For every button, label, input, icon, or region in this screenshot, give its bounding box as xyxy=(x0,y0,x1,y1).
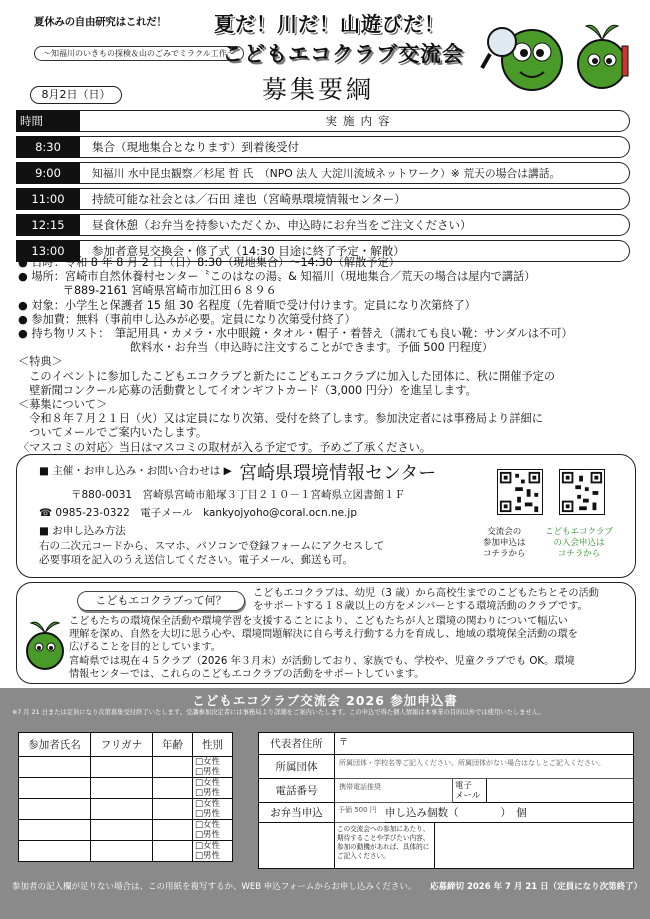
sex-field[interactable] xyxy=(193,799,233,820)
event-info xyxy=(18,256,638,455)
date-badge: 8月2日（日） xyxy=(30,86,122,104)
form-note: ※7 月 21 日または定員になり次第募集受付終了いたします。受講参加決定者には事務局より詳細をご案内いたします。この申込で得た個人情報は本事業の目的以外では使用いたしません。 xyxy=(12,709,545,716)
kana-field[interactable] xyxy=(91,778,153,799)
about-line-4: 理解を深め、自然を大切に思う心や、環境問題解決に自ら考え行動する力を育成し、地域の環境保全活動の環を xyxy=(69,629,578,641)
info-media: 〈マスコミの対応〉当日はマスコミの取材が入る予定です。予めご了承ください。 xyxy=(18,440,432,454)
name-field[interactable] xyxy=(19,757,91,778)
about-body xyxy=(69,615,635,681)
schedule-table xyxy=(16,110,630,266)
schedule-time: 12:15 xyxy=(16,214,80,236)
apply-method-line-1: 右の二次元コードから、スマホ、パソコンで登録フォームにアクセスして xyxy=(39,540,385,552)
info-fee: ● 参加費：無料（事前申し込みが必要。定員になり次第受付終了） xyxy=(18,312,356,326)
kana-field[interactable] xyxy=(91,799,153,820)
info-address: 〒889-2161 宮崎県宮崎市加江田６８９６ xyxy=(18,284,277,298)
age-field[interactable] xyxy=(153,778,193,799)
schedule-content: 参加者意見交換会・修了式（14:30 目途に終了予定・解散） xyxy=(80,240,630,262)
phone-label: 電話番号 xyxy=(259,779,335,803)
sex-field[interactable] xyxy=(193,778,233,799)
schedule-row xyxy=(16,188,630,210)
male-checkbox[interactable]: □男性 xyxy=(195,851,221,861)
info-datetime: ● 日時：令和 8 年 8 月 2 日（日）8:30（現地集合）〜14:30（解散予定） xyxy=(18,256,400,269)
schedule-row xyxy=(16,136,630,158)
female-checkbox[interactable]: □女性 xyxy=(195,799,221,809)
name-field[interactable] xyxy=(19,799,91,820)
col-sex: 性別 xyxy=(193,733,233,757)
participant-row xyxy=(19,757,233,778)
tagline-sub: 〜知福川のいきもの探検＆山のごみでミラクル工作〜 xyxy=(34,46,244,61)
female-checkbox[interactable]: □女性 xyxy=(195,841,221,851)
representative-table xyxy=(258,732,634,869)
schedule-time: 11:00 xyxy=(16,188,80,210)
male-checkbox[interactable]: □男性 xyxy=(195,767,221,777)
schedule-row xyxy=(16,214,630,236)
schedule-time: 8:30 xyxy=(16,136,80,158)
participant-table xyxy=(18,732,233,862)
age-field[interactable] xyxy=(153,841,193,862)
about-line-6: 宮崎県では現在４５クラブ（2026 年３月末）が活動しており、家族でも、学校や、児童クラブでも OK。環境 xyxy=(69,655,575,667)
about-line-3: こどもたちの環境保全活動や環境学習を支援することにより、こどもたちが人と環境の関わりについて幅広い xyxy=(69,616,568,627)
contact-address: 〒880-0031 宮崎県宮崎市船塚３丁目２１０－１宮崎県立図書館１Ｆ xyxy=(71,489,406,501)
participant-row xyxy=(19,820,233,841)
bento-price: 予価 500 円 xyxy=(335,803,385,823)
info-benefit-2: 壁新聞コンクール応募の活動費としてイオンギフトカード（3,000 円分）を進呈します。 xyxy=(18,383,477,397)
contact-box xyxy=(16,454,636,578)
org-label: 所属団体 xyxy=(259,755,335,779)
form-footer-note: 参加者の記入欄が足りない場合は、この用紙を複写するか、WEB 申込フォームからお申し込みください。 xyxy=(12,882,417,892)
female-checkbox[interactable]: □女性 xyxy=(195,757,221,767)
rep-address-label: 代表者住所 xyxy=(259,733,335,755)
contact-tel-email: ☎ 0985-23-0322 電子メール kankyojyoho@coral.ocn.ne.jp xyxy=(39,507,357,519)
schedule-time: 9:00 xyxy=(16,162,80,184)
name-field[interactable] xyxy=(19,820,91,841)
participant-row xyxy=(19,778,233,799)
kana-field[interactable] xyxy=(91,757,153,778)
apply-method-body xyxy=(39,539,384,567)
club-title: こどもエコクラブ交流会 xyxy=(222,42,464,66)
name-field[interactable] xyxy=(19,778,91,799)
schedule-head-content: 実施内容 xyxy=(80,110,630,132)
age-field[interactable] xyxy=(153,820,193,841)
mascot-illustration xyxy=(480,12,640,100)
sex-field[interactable] xyxy=(193,820,233,841)
schedule-content: 持続可能な社会とは／石田 達也（宮崎県環境情報センター） xyxy=(80,188,630,210)
hero-title: 夏だ！川だ！山遊びだ！ xyxy=(214,12,445,36)
schedule-content: 集合（現地集合となります）到着後受付 xyxy=(80,136,630,158)
info-benefit-head: ＜特典＞ xyxy=(18,355,63,369)
bento-qty-field[interactable]: 申し込み個数（ ） 個 xyxy=(385,803,633,823)
form-deadline: 応募締切 2026 年 7 月 21 日（定員になり次第終了） xyxy=(430,882,643,892)
mascot-sprout-icon xyxy=(23,613,67,677)
about-line-2: をサポートする１８歳以上の方をメンバーとする環境活動のクラブです。 xyxy=(253,601,588,613)
about-box xyxy=(16,582,636,684)
col-age: 年齢 xyxy=(153,733,193,757)
schedule-row xyxy=(16,162,630,184)
age-field[interactable] xyxy=(153,757,193,778)
email-label: 電子 メール xyxy=(453,779,487,803)
kana-field[interactable] xyxy=(91,841,153,862)
info-items-2: 飲料水・お弁当（申込時に注文することができます。予価 500 円程度） xyxy=(18,341,494,355)
question-label: この交流会への参加にあたり、期待することや学びたい内容、参加の動機があれば、具体的にご記入ください。 xyxy=(335,823,435,869)
participant-row xyxy=(19,841,233,862)
contact-head: ■ 主催・お申し込み・お問い合わせは ▶ xyxy=(39,465,232,477)
mascot-magnifier-icon xyxy=(482,28,562,90)
email-field[interactable] xyxy=(487,779,633,803)
apply-method-head: ■ お申し込み方法 xyxy=(39,525,126,537)
about-pill: こどもエコクラブって何？ xyxy=(77,591,245,611)
female-checkbox[interactable]: □女性 xyxy=(195,820,221,830)
application-form xyxy=(0,688,650,919)
schedule-time: 13:00 xyxy=(16,240,80,262)
col-kana: フリガナ xyxy=(91,733,153,757)
info-place: ● 場所：宮崎市自然休養村センター〝このはなの湯〟& 知福川（現地集合／荒天の場合は屋内で講話） xyxy=(18,270,536,284)
col-name: 参加者氏名 xyxy=(19,733,91,757)
qr-caption-event: 交流会の 参加申込は コチラから xyxy=(483,527,526,559)
sex-field[interactable] xyxy=(193,841,233,862)
about-line-1: こどもエコクラブは、幼児（3 歳）から高校生までのこどもたちとその活動 xyxy=(253,588,599,599)
schedule-content: 知福川 水中昆虫観察／杉尾 哲 氏 （NPO 法人 大淀川流域ネットワーク）※ 荒天の場合は講話。 xyxy=(80,162,630,184)
form-title: こどもエコクラブ交流会 2026 参加申込書 xyxy=(192,693,458,708)
name-field[interactable] xyxy=(19,841,91,862)
info-recruit-1: 令和８年７月２１日（火）又は定員になり次第、受付を終了します。参加決定者には事務局より詳細に xyxy=(18,412,543,426)
schedule-header xyxy=(16,110,630,132)
info-benefit-1: このイベントに参加したこどもエコクラブと新たにこどもエコクラブに加入した団体に、秋に開催予定の xyxy=(18,369,556,383)
rep-address-field[interactable]: 〒 xyxy=(335,733,633,755)
mascot-sprout-icon xyxy=(578,25,628,88)
sex-field[interactable] xyxy=(193,757,233,778)
info-items: ● 持ち物リスト： 筆記用具・カメラ・水中眼鏡・タオル・帽子・着替え（濡れても良い靴：サンダルは不可） xyxy=(18,327,573,341)
about-line-7: 情報センターでは、これらのこどもエコクラブの活動をサポートしています。 xyxy=(69,668,425,680)
bento-label: お弁当申込 xyxy=(259,803,335,823)
male-checkbox[interactable]: □男性 xyxy=(195,830,221,840)
male-checkbox[interactable]: □男性 xyxy=(195,809,221,819)
question-label-blank xyxy=(259,823,335,869)
schedule-content: 昼食休憩（お弁当を持参いただくか、申込時にお弁当をご注文ください） xyxy=(80,214,630,236)
tagline: 夏休みの自由研究はこれだ！ xyxy=(34,16,167,28)
qr-code-icon[interactable] xyxy=(559,469,605,515)
question-field[interactable] xyxy=(435,823,633,869)
female-checkbox[interactable]: □女性 xyxy=(195,778,221,788)
about-line-5: 広げることを目的としています。 xyxy=(69,642,221,654)
qr-caption-club: こどもエコクラブ の入会申込は コチラから xyxy=(545,527,614,559)
org-field[interactable]: 所属団体・学校名等ご記入ください。所属団体がない場合はなしとご記入ください。 xyxy=(335,755,633,779)
age-field[interactable] xyxy=(153,799,193,820)
participant-row xyxy=(19,799,233,820)
about-intro xyxy=(253,587,633,613)
qr-code-icon[interactable] xyxy=(497,469,543,515)
info-recruit-2: ついてメールでご案内いたします。 xyxy=(18,426,208,440)
apply-method-line-2: 必要事項を記入のうえ送信してください。電子メール、郵送も可。 xyxy=(39,554,353,566)
contact-org-name: 宮崎県環境情報センター xyxy=(239,463,437,484)
phone-field[interactable]: 携帯電話推奨 xyxy=(335,779,453,803)
kana-field[interactable] xyxy=(91,820,153,841)
schedule-head-time: 時間 xyxy=(16,110,80,132)
page-title: 募集要綱 xyxy=(262,75,375,104)
male-checkbox[interactable]: □男性 xyxy=(195,788,221,798)
info-target: ● 対象：小学生と保護者 15 組 30 名程度（先着順で受け付けます。定員になり次第終了） xyxy=(18,298,476,312)
info-recruit-head: ＜募集について＞ xyxy=(18,398,108,412)
